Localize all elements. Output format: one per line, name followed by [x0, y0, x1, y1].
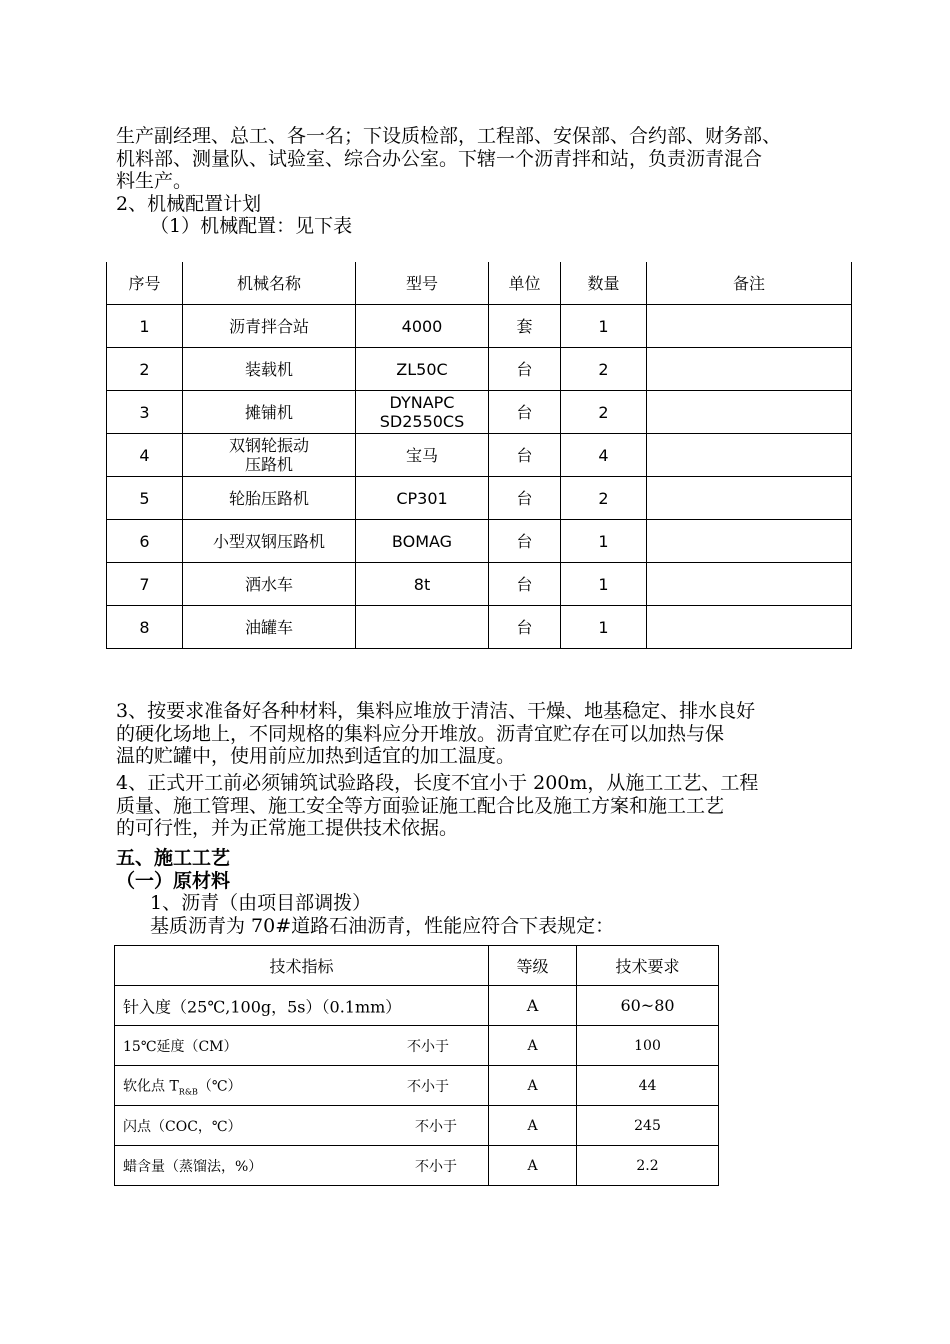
cell-no	[107, 563, 183, 606]
asphalt-intro: 基质沥青为 70#道路石油沥青，性能应符合下表规定：	[150, 914, 615, 937]
raw-materials-heading: （一）原材料	[116, 869, 231, 892]
cell-unit-text: 台	[516, 531, 533, 551]
cell-requirement: 44	[577, 1066, 719, 1106]
table-header-row	[115, 946, 719, 986]
cell-note	[647, 520, 852, 563]
section-5	[116, 847, 836, 937]
asphalt-heading: 1、沥青（由项目部调拨）	[150, 892, 372, 914]
cell-name-text: 摊铺机	[244, 402, 293, 422]
cell-model-text: CP301	[396, 488, 448, 508]
cell-no	[107, 305, 183, 348]
indicator-text: 软化点 T	[123, 1078, 179, 1095]
cell-qty-text: 2	[598, 359, 609, 379]
cell-qty	[561, 606, 647, 649]
asphalt-spec-table	[114, 945, 719, 1186]
intro-line: 机料部、测量队、试验室、综合办公室。下辖一个沥青拌和站，负责沥青混合	[116, 147, 763, 170]
cell-requirement: 100	[577, 1026, 719, 1066]
cell-unit-text: 台	[516, 402, 533, 422]
machine-table	[106, 262, 852, 649]
cell-unit-text: 套	[516, 316, 533, 336]
cell-qty	[561, 391, 647, 434]
para-line: 质量、施工管理、施工安全等方面验证施工配合比及施工方案和施工工艺	[116, 794, 725, 817]
cell-name-text: 双钢轮振动	[228, 436, 309, 455]
section-5-heading: 五、施工工艺	[116, 847, 231, 869]
cell-name	[183, 477, 356, 520]
cell-indicator	[115, 1066, 489, 1106]
cell-unit	[489, 348, 561, 391]
cell-qty-text: 1	[598, 531, 609, 551]
cell-name-text: 轮胎压路机	[228, 488, 309, 508]
cell-grade: A	[489, 1146, 577, 1186]
indicator-name	[123, 994, 401, 1017]
header-model: 型号	[356, 262, 489, 305]
cell-no-text: 5	[139, 488, 150, 508]
intro-paragraph	[116, 125, 836, 238]
header-requirement: 技术要求	[577, 946, 719, 986]
cell-model	[356, 434, 489, 477]
header-indicator: 技术指标	[115, 946, 489, 986]
cell-no	[107, 520, 183, 563]
cell-note	[647, 348, 852, 391]
table-row	[107, 606, 852, 649]
cell-note	[647, 563, 852, 606]
cell-model-text: BOMAG	[391, 531, 453, 551]
cell-unit	[489, 305, 561, 348]
indicator-unit: （℃）	[197, 1078, 242, 1095]
cell-qty	[561, 348, 647, 391]
cell-requirement: 2.2	[577, 1146, 719, 1186]
cell-model	[356, 305, 489, 348]
cell-no-text: 2	[139, 359, 150, 379]
cell-no	[107, 606, 183, 649]
cell-model	[356, 391, 489, 434]
cell-qty-text: 4	[598, 445, 609, 465]
para-line: 温的贮罐中，使用前应加热到适宜的加工温度。	[116, 745, 516, 767]
cell-note	[647, 606, 852, 649]
indicator-limit: 不小于	[415, 1158, 457, 1175]
para-4	[116, 772, 836, 840]
cell-grade: A	[489, 1026, 577, 1066]
cell-no-text: 1	[139, 316, 150, 336]
intro-line: 料生产。	[116, 170, 193, 192]
table-row	[115, 986, 719, 1026]
table-row	[107, 305, 852, 348]
cell-qty-text: 1	[598, 617, 609, 637]
cell-qty	[561, 305, 647, 348]
cell-name-text: 装载机	[244, 359, 293, 379]
cell-name-text: 小型双钢压路机	[212, 531, 325, 551]
cell-qty-text: 1	[598, 316, 609, 336]
cell-grade: A	[489, 1106, 577, 1146]
cell-no	[107, 434, 183, 477]
cell-model	[356, 348, 489, 391]
cell-qty	[561, 520, 647, 563]
cell-no-text: 6	[139, 531, 150, 551]
cell-grade: A	[489, 986, 577, 1026]
indicator-text: 蜡含量（蒸馏法，%）	[123, 1158, 263, 1175]
indicator-limit: 不小于	[407, 1038, 449, 1055]
header-no: 序号	[107, 262, 183, 305]
cell-no-text: 4	[139, 445, 150, 465]
cell-name	[183, 391, 356, 434]
section-2-heading: 2、机械配置计划	[116, 192, 262, 215]
cell-no	[107, 477, 183, 520]
cell-qty	[561, 563, 647, 606]
cell-indicator	[115, 1106, 489, 1146]
cell-qty-text: 2	[598, 402, 609, 422]
header-grade: 等级	[489, 946, 577, 986]
cell-name	[183, 606, 356, 649]
cell-model-text: 8t	[413, 574, 431, 594]
cell-note	[647, 391, 852, 434]
cell-model	[356, 477, 489, 520]
cell-requirement: 245	[577, 1106, 719, 1146]
cell-name	[183, 434, 356, 477]
table-row	[115, 1146, 719, 1186]
cell-name-text: 压路机	[244, 455, 293, 474]
cell-unit	[489, 391, 561, 434]
machine-config-subheading: （1）机械配置：见下表	[150, 215, 353, 237]
table-row	[107, 520, 852, 563]
indicator-name	[123, 1116, 242, 1136]
cell-model-text: SD2550CS	[379, 412, 465, 431]
indicator-text: 闪点（COC，℃）	[123, 1118, 242, 1135]
indicator-text: 针入度（25℃,100g，5s）（0.1mm）	[123, 997, 402, 1016]
cell-unit	[489, 477, 561, 520]
cell-grade: A	[489, 1066, 577, 1106]
cell-qty-text: 2	[598, 488, 609, 508]
cell-indicator	[115, 1026, 489, 1066]
cell-name	[183, 520, 356, 563]
cell-unit-text: 台	[516, 488, 533, 508]
cell-unit	[489, 520, 561, 563]
cell-note	[647, 477, 852, 520]
para-line: 的可行性，并为正常施工提供技术依据。	[116, 817, 459, 839]
cell-model	[356, 520, 489, 563]
table-row	[107, 434, 852, 477]
cell-no-text: 7	[139, 574, 150, 594]
cell-no-text: 8	[139, 617, 150, 637]
cell-no-text: 3	[139, 402, 150, 422]
cell-indicator	[115, 1146, 489, 1186]
cell-unit	[489, 606, 561, 649]
cell-unit-text: 台	[516, 617, 533, 637]
indicator-text: 15℃延度（CM）	[123, 1038, 238, 1055]
para-3	[116, 700, 836, 768]
intro-line: 生产副经理、总工、各一名；下设质检部，工程部、安保部、合约部、财务部、	[116, 125, 782, 147]
cell-no	[107, 391, 183, 434]
indicator-limit: 不小于	[407, 1078, 449, 1095]
cell-model-text: DYNAPC	[389, 393, 455, 412]
table-header-row	[107, 262, 852, 305]
para-line: 4、正式开工前必须铺筑试验路段，长度不宜小于 200m，从施工工艺、工程	[116, 772, 759, 794]
table-row	[107, 348, 852, 391]
cell-name	[183, 563, 356, 606]
cell-no	[107, 348, 183, 391]
cell-unit-text: 台	[516, 445, 533, 465]
header-note: 备注	[647, 262, 852, 305]
cell-model-text: ZL50C	[396, 359, 448, 379]
cell-name-text: 沥青拌合站	[228, 316, 309, 336]
cell-qty	[561, 434, 647, 477]
table-row	[115, 1026, 719, 1066]
cell-unit	[489, 563, 561, 606]
table-row	[107, 563, 852, 606]
para-line: 的硬化场地上，不同规格的集料应分开堆放。沥青宜贮存在可以加热与保	[116, 722, 725, 745]
cell-name	[183, 348, 356, 391]
cell-name-text: 油罐车	[244, 617, 293, 637]
cell-unit-text: 台	[516, 574, 533, 594]
header-unit: 单位	[489, 262, 561, 305]
cell-model	[356, 606, 489, 649]
indicator-subscript: R&B	[178, 1086, 198, 1096]
cell-name	[183, 305, 356, 348]
cell-qty	[561, 477, 647, 520]
table-row	[115, 1066, 719, 1106]
table-row	[107, 477, 852, 520]
indicator-name	[123, 1075, 242, 1096]
cell-qty-text: 1	[598, 574, 609, 594]
cell-name-text: 洒水车	[244, 574, 293, 594]
cell-indicator	[115, 986, 489, 1026]
header-name: 机械名称	[183, 262, 356, 305]
indicator-name	[123, 1036, 238, 1056]
cell-model-text: 4000	[401, 316, 443, 336]
cell-requirement: 60~80	[577, 986, 719, 1026]
para-line: 3、按要求准备好各种材料，集料应堆放于清洁、干燥、地基稳定、排水良好	[116, 700, 756, 722]
indicator-name	[123, 1156, 262, 1176]
cell-model-text: 宝马	[405, 445, 438, 465]
table-row	[115, 1106, 719, 1146]
cell-note	[647, 434, 852, 477]
cell-unit	[489, 434, 561, 477]
cell-model	[356, 563, 489, 606]
table-row	[107, 391, 852, 434]
indicator-limit: 不小于	[415, 1118, 457, 1135]
header-qty: 数量	[561, 262, 647, 305]
cell-note	[647, 305, 852, 348]
cell-unit-text: 台	[516, 359, 533, 379]
